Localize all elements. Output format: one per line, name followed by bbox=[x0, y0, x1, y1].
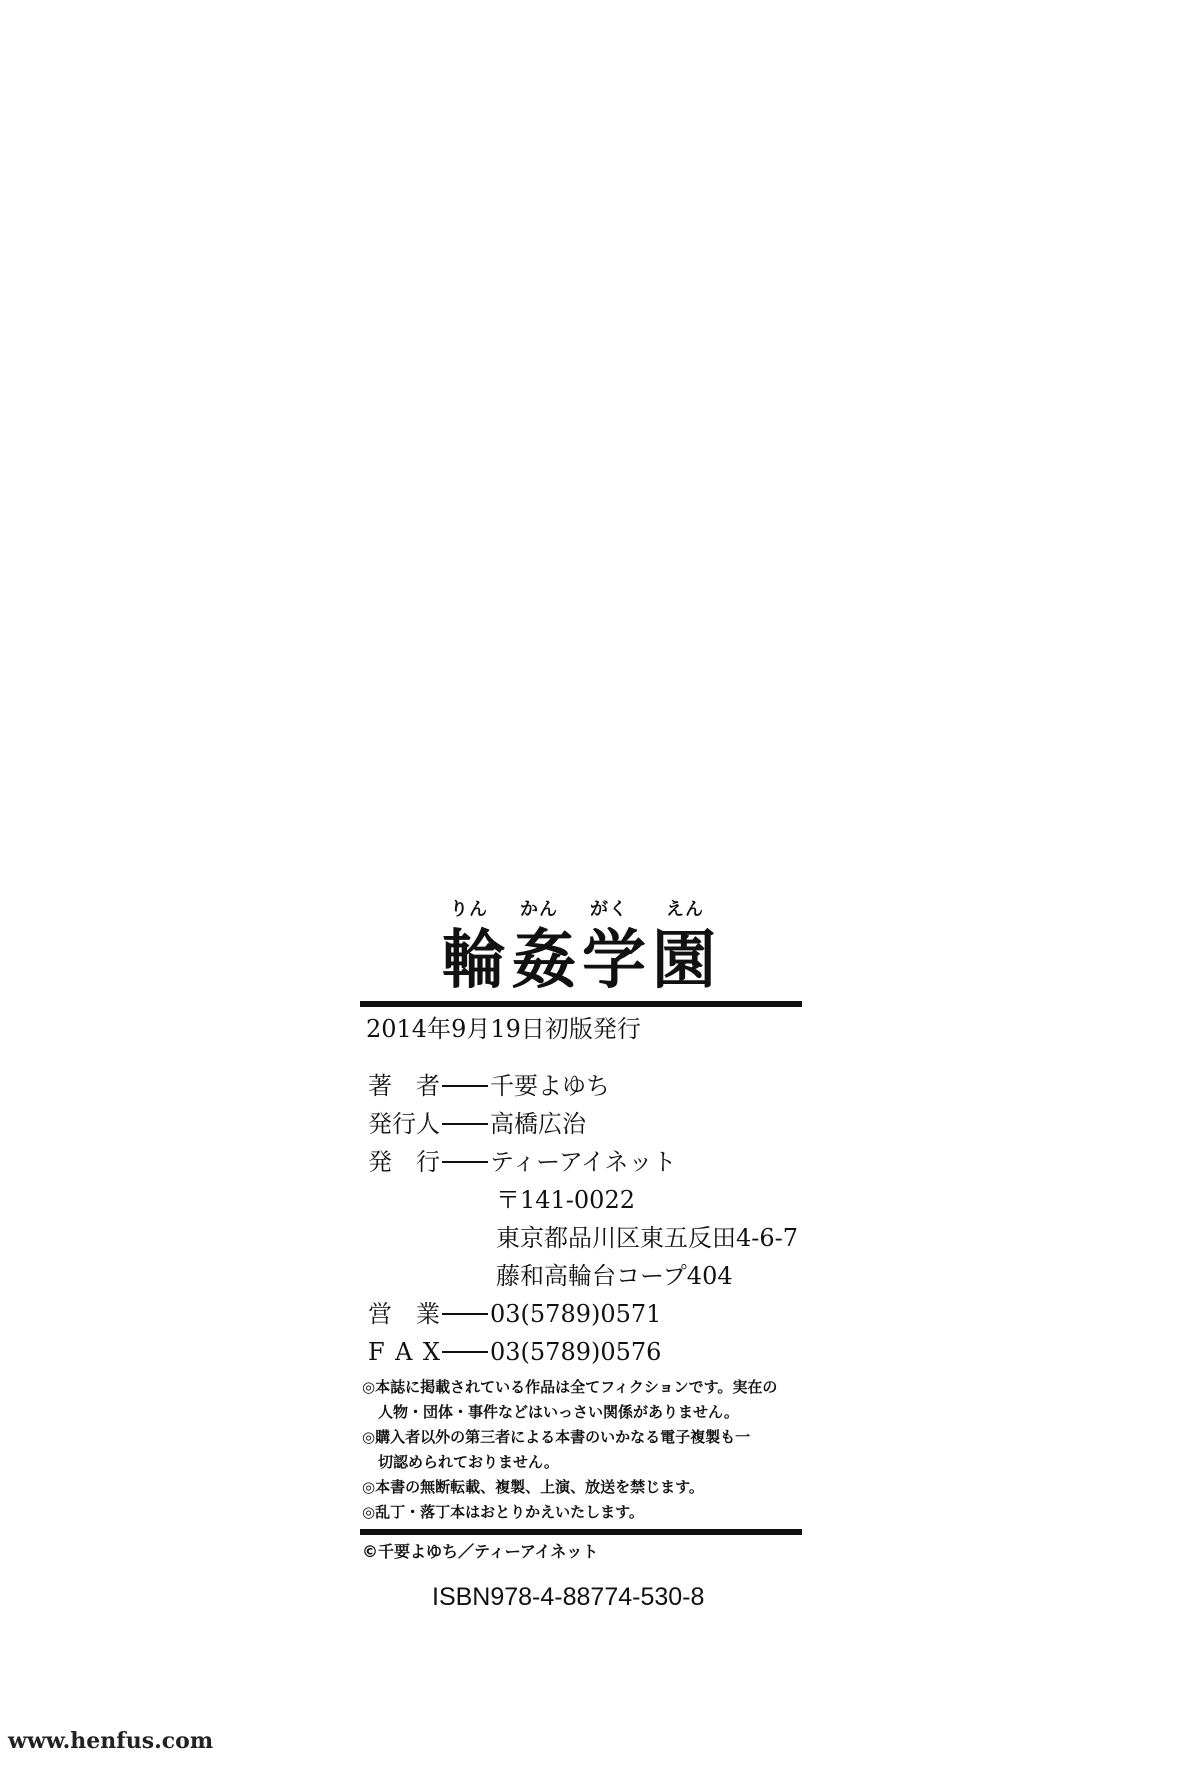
notice-2-line-2: 切認められておりません。 bbox=[378, 1453, 559, 1471]
contact-key: 営 業 bbox=[368, 1300, 440, 1328]
issue-date: 2014年9月19日初版発行 bbox=[366, 1015, 641, 1043]
author-name: 千要よゆち bbox=[490, 1072, 610, 1100]
notice-4: ◎乱丁・落丁本はおとりかえいたします。 bbox=[362, 1503, 644, 1521]
credit-publisher-person bbox=[360, 1105, 805, 1143]
ruby-4: えん bbox=[666, 899, 704, 920]
copyright: ©千要よゆち／ティーアイネット bbox=[362, 1542, 599, 1561]
address-line-2: 藤和高輪台コープ404 bbox=[496, 1262, 733, 1290]
contact-key: F A X bbox=[368, 1338, 440, 1366]
credit-publisher bbox=[360, 1143, 805, 1181]
notice-1-line-1: ◎本誌に掲載されている作品は全てフィクションです。実在の bbox=[362, 1378, 778, 1396]
credits bbox=[360, 1067, 805, 1181]
ruby-3: がく bbox=[590, 899, 628, 920]
notice-2-line-1: ◎購入者以外の第三者による本書のいかなる電子複製も一 bbox=[362, 1428, 751, 1446]
address-line-1: 東京都品川区東五反田4-6-7 bbox=[496, 1224, 799, 1252]
notice-1-line-2: 人物・団体・事件などはいっさい関係がありません。 bbox=[378, 1403, 739, 1421]
dash bbox=[442, 1123, 488, 1125]
contact-sales bbox=[360, 1295, 805, 1333]
credit-key: 発 行 bbox=[368, 1148, 440, 1176]
contacts bbox=[360, 1295, 805, 1371]
ruby-2: かん bbox=[520, 899, 558, 920]
book-title: 輪姦学園 bbox=[442, 923, 722, 998]
publisher-company: ティーアイネット bbox=[490, 1148, 677, 1176]
fax-number: 03(5789)0576 bbox=[490, 1338, 662, 1366]
notices bbox=[360, 1375, 805, 1529]
sales-phone: 03(5789)0571 bbox=[490, 1300, 662, 1328]
dash bbox=[442, 1161, 488, 1163]
dash bbox=[442, 1313, 488, 1315]
credit-author bbox=[360, 1067, 805, 1105]
postal-code: 〒141-0022 bbox=[496, 1186, 635, 1214]
title-ruby bbox=[450, 895, 740, 925]
dash bbox=[442, 1351, 488, 1353]
colophon bbox=[360, 895, 805, 1617]
publisher-name: 高橋広治 bbox=[490, 1110, 586, 1138]
site-watermark: www.henfus.com bbox=[8, 1728, 214, 1754]
credit-key: 著 者 bbox=[368, 1072, 440, 1100]
credit-key: 発 行 人 bbox=[368, 1110, 440, 1138]
notice-3: ◎本書の無断転載、複製、上演、放送を禁じます。 bbox=[362, 1478, 704, 1496]
dash bbox=[442, 1085, 488, 1087]
ruby-1: りん bbox=[450, 899, 488, 920]
isbn: ISBN978-4-88774-530-8 bbox=[432, 1583, 705, 1611]
contact-fax bbox=[360, 1333, 805, 1371]
